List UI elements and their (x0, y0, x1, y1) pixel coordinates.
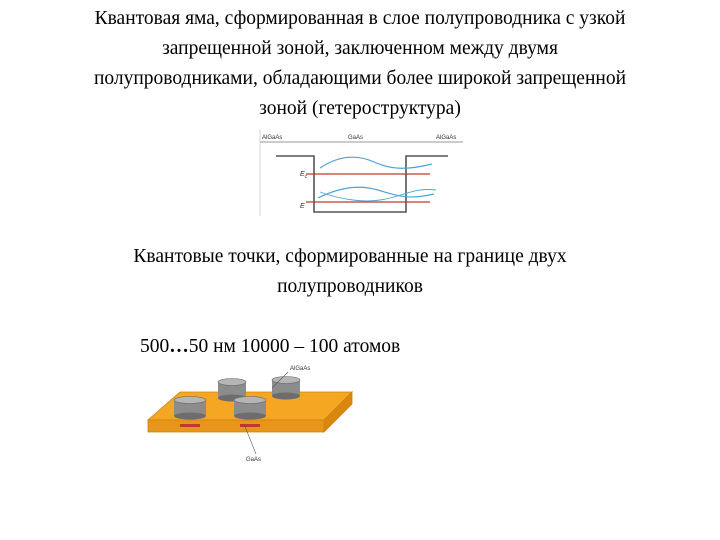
substrate-front-face (148, 420, 324, 432)
wavefunction-lower-2 (320, 189, 436, 200)
size-end: 50 нм (188, 336, 236, 357)
slide-title (18, 4, 702, 124)
title-line-1: Квантовая яма, сформированная в слое полупроводника с узкой (94, 8, 626, 29)
dots-caption-line-1: Квантовые точки, сформированные на границе двух (133, 246, 567, 267)
quantum-dots-diagram (140, 358, 370, 463)
wavefunction-upper (320, 157, 432, 168)
quantum-dot-front-left (174, 397, 206, 420)
label-dots-algaas: AlGaAs (290, 366, 311, 372)
label-dots-gaas: GaAs (246, 457, 262, 463)
label-level-lower: E (300, 203, 305, 210)
charge-mark-left (180, 424, 200, 427)
charge-mark-right (240, 424, 260, 427)
atom-count: 10000 – 100 атомов (240, 336, 401, 357)
dots-caption (40, 242, 660, 302)
dots-caption-line-2: полупроводников (277, 276, 423, 297)
label-gaas: GaAs (348, 135, 364, 141)
axis-lines (260, 130, 463, 216)
size-start: 500 (140, 336, 170, 357)
quantum-dot-front-right (234, 397, 266, 420)
label-level-upper: $E_c$ (300, 171, 308, 180)
label-algaas-left: AlGaAs (262, 135, 283, 141)
label-algaas-right: AlGaAs (436, 135, 457, 141)
title-line-3: полупроводниками, обладающими более широкой запрещенной (93, 68, 627, 89)
title-line-4: зоной (гетероструктура) (259, 98, 461, 119)
size-range-text (140, 334, 400, 360)
title-line-2: запрещенной зоной, заключенном между двумя (162, 38, 558, 59)
size-ellipsis: … (169, 336, 189, 357)
quantum-well-diagram (258, 128, 468, 218)
quantum-dot-back-right (272, 377, 300, 400)
